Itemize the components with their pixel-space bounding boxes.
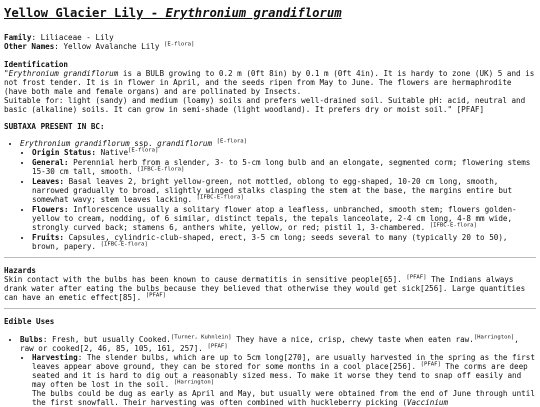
harvesting-text-1: : The slender bulbs, which are up to 5cm long[270], are usually harvested in the spring as the first leaves appear above ground, they can be stored for some months in a cool place[256].: [32, 353, 535, 371]
bulbs-item: [20, 335, 536, 407]
family-label: Family: [4, 33, 32, 42]
fruits-ref: [IFBC-E-flora]: [100, 241, 148, 248]
fruits-value: Capsules, cylindric-club-shaped, erect, 3-5 cm long; seeds several to many (typically 20 to 50), brown, papery.: [32, 233, 508, 251]
harvesting-label: Harvesting: [32, 353, 78, 362]
identification-text-2: Suitable for: light (sandy) and medium (loamy) soils and prefers well-drained soil. Suitable pH: acid, neutral and basic (alkaline) soils. It can grow in semi-shade (light woodland). It prefers dry or moist soil." [PFAF]: [4, 96, 526, 114]
origin-ref: [E-flora]: [128, 147, 159, 154]
flowers-value: Inflorescence usually a solitary flower atop a leafless, unbranched, smooth stem; flowers golden-yellow to cream, nodding, of 6 similar, distinct tepals, the tepals lanceolate, 2-4 cm long, 4-8 mm wide, strongly curved back; stamens 6, anthers white, yellow, or red; pistil 1, 3-chambered.: [32, 205, 517, 232]
harvesting-text-3: The bulbs could be dug as early as April and May, but usually were obtained from the end of June through until the first snowfall. Their harvesting was often combined with huckleberry picking (: [32, 389, 535, 407]
fruits-item: [32, 233, 536, 251]
origin-label: Origin Status:: [32, 148, 97, 157]
subtaxa-ssp-name: grandiflorum: [157, 139, 213, 148]
leaves-label: Leaves:: [32, 177, 65, 186]
bulbs-text-1: : Fresh, but usually Cooked.: [42, 335, 171, 344]
identification-sci-name: Erythronium grandiflorum: [8, 69, 119, 78]
flowers-item: [32, 205, 536, 232]
bulbs-text-3: , raw or cooked[2, 46, 85, 105, 161, 257].: [20, 335, 519, 353]
leaves-ref: [IFBC-E-flora]: [196, 194, 244, 201]
leaves-value: Basal leaves 2, bright yellow-green, not mottled, oblong to egg-shaped, 10-20 cm long, smooth, narrowed gradually to broad, slightly winged stalks clasping the stem at the base, the margins entire but somewhat wavy; stem leaves lacking.: [32, 177, 513, 204]
bulbs-ref-3: [PFAF]: [207, 343, 228, 350]
bulbs-ref-2: [Harrington]: [473, 334, 515, 341]
identification-open-quote: ": [4, 69, 9, 78]
identification-text: [4, 69, 536, 114]
origin-value: Native: [96, 148, 129, 157]
flowers-ref: [IFBC-E-flora]: [429, 222, 477, 229]
edible-heading: Edible Uses: [4, 317, 55, 326]
hazards-text: [4, 275, 536, 302]
subtaxa-ref: [E-flora]: [216, 138, 247, 145]
harvesting-item: [32, 353, 536, 407]
title-common-name: Yellow Glacier Lily -: [4, 6, 166, 20]
family-line: Family: Liliaceae - Lily: [4, 33, 114, 42]
subtaxa-details: [20, 148, 536, 251]
title-scientific-name: Erythronium grandiflorum: [165, 6, 342, 20]
harvesting-ref-2: [Harrington]: [173, 379, 215, 386]
divider: [4, 308, 536, 309]
general-value: Perennial herb from a slender, 3- to 5-cm long bulb and an elongate, segmented corm; flowering stems 15-30 cm tall, smooth.: [32, 158, 531, 176]
fruits-label: Fruits:: [32, 233, 65, 242]
general-ref: [IFBC-E-flora]: [137, 166, 185, 173]
other-names-label: Other Names: [4, 42, 55, 51]
general-label: General:: [32, 158, 69, 167]
divider: [4, 257, 536, 258]
hazards-ref-2: [PFAF]: [145, 292, 166, 299]
bulbs-text-2: They have a nice, crisp, chewy taste when eaten raw.: [231, 335, 474, 344]
harvesting-ref-1: [PFAF]: [420, 361, 441, 368]
harvesting-text-2: The corms are deep seated and it is hard to dig out a reasonably sized mess. To make it worse they tend to snap off easily and may often be lost in the soil.: [32, 362, 528, 389]
leaves-item: [32, 177, 536, 204]
subtaxa-heading: SUBTAXA PRESENT IN BC:: [4, 122, 105, 131]
identification-heading: Identification: [4, 60, 69, 69]
flowers-label: Flowers:: [32, 205, 69, 214]
identification-text-1: is a BULB growing to 0.2 m (0ft 8in) by 0.1 m (0ft 4in). It is hardy to zone (UK) 5 and is not frost tender. It is in flower in April, and the seeds ripen from May to June. The flowers are hermaphrodite (have both male and female organs) and are pollinated by Insects.: [4, 69, 535, 96]
other-names-line: Other Names: Yellow Avalanche Lily [E-flora]: [4, 41, 195, 51]
hazards-ref-1: [PFAF]: [406, 274, 427, 281]
origin-item: [32, 148, 536, 157]
family-value: Liliaceae - Lily: [40, 33, 114, 42]
subtaxa-ssp-marker: ssp.: [129, 139, 158, 148]
subtaxa-sci-name: Erythronium grandiflorum: [20, 139, 130, 148]
hazards-text-1: Skin contact with the bulbs has been known to cause dermatitis in sensitive people[65].: [4, 275, 402, 284]
general-item: [32, 158, 536, 176]
subtaxa-item: [20, 139, 536, 251]
subtaxa-list: [4, 139, 536, 251]
page-title: [4, 6, 536, 21]
bulbs-details: [20, 353, 536, 407]
harvesting-text-4: Vaccinium: [406, 398, 449, 407]
other-names-value: Yellow Avalanche Lily: [63, 42, 160, 51]
hazards-heading: Hazards: [4, 266, 37, 275]
bulbs-label: Bulbs: [20, 335, 43, 344]
bulbs-ref-1: [Turner, Kuhnlein]: [170, 334, 232, 341]
hazards-text-2: The Indians always drank water after eating the bulbs because they believed that otherwise they would get sick[256]. Large quantities can have an emetic effect[85].: [4, 275, 526, 302]
other-names-ref: [E-flora]: [164, 41, 195, 48]
edible-list: [4, 335, 536, 407]
